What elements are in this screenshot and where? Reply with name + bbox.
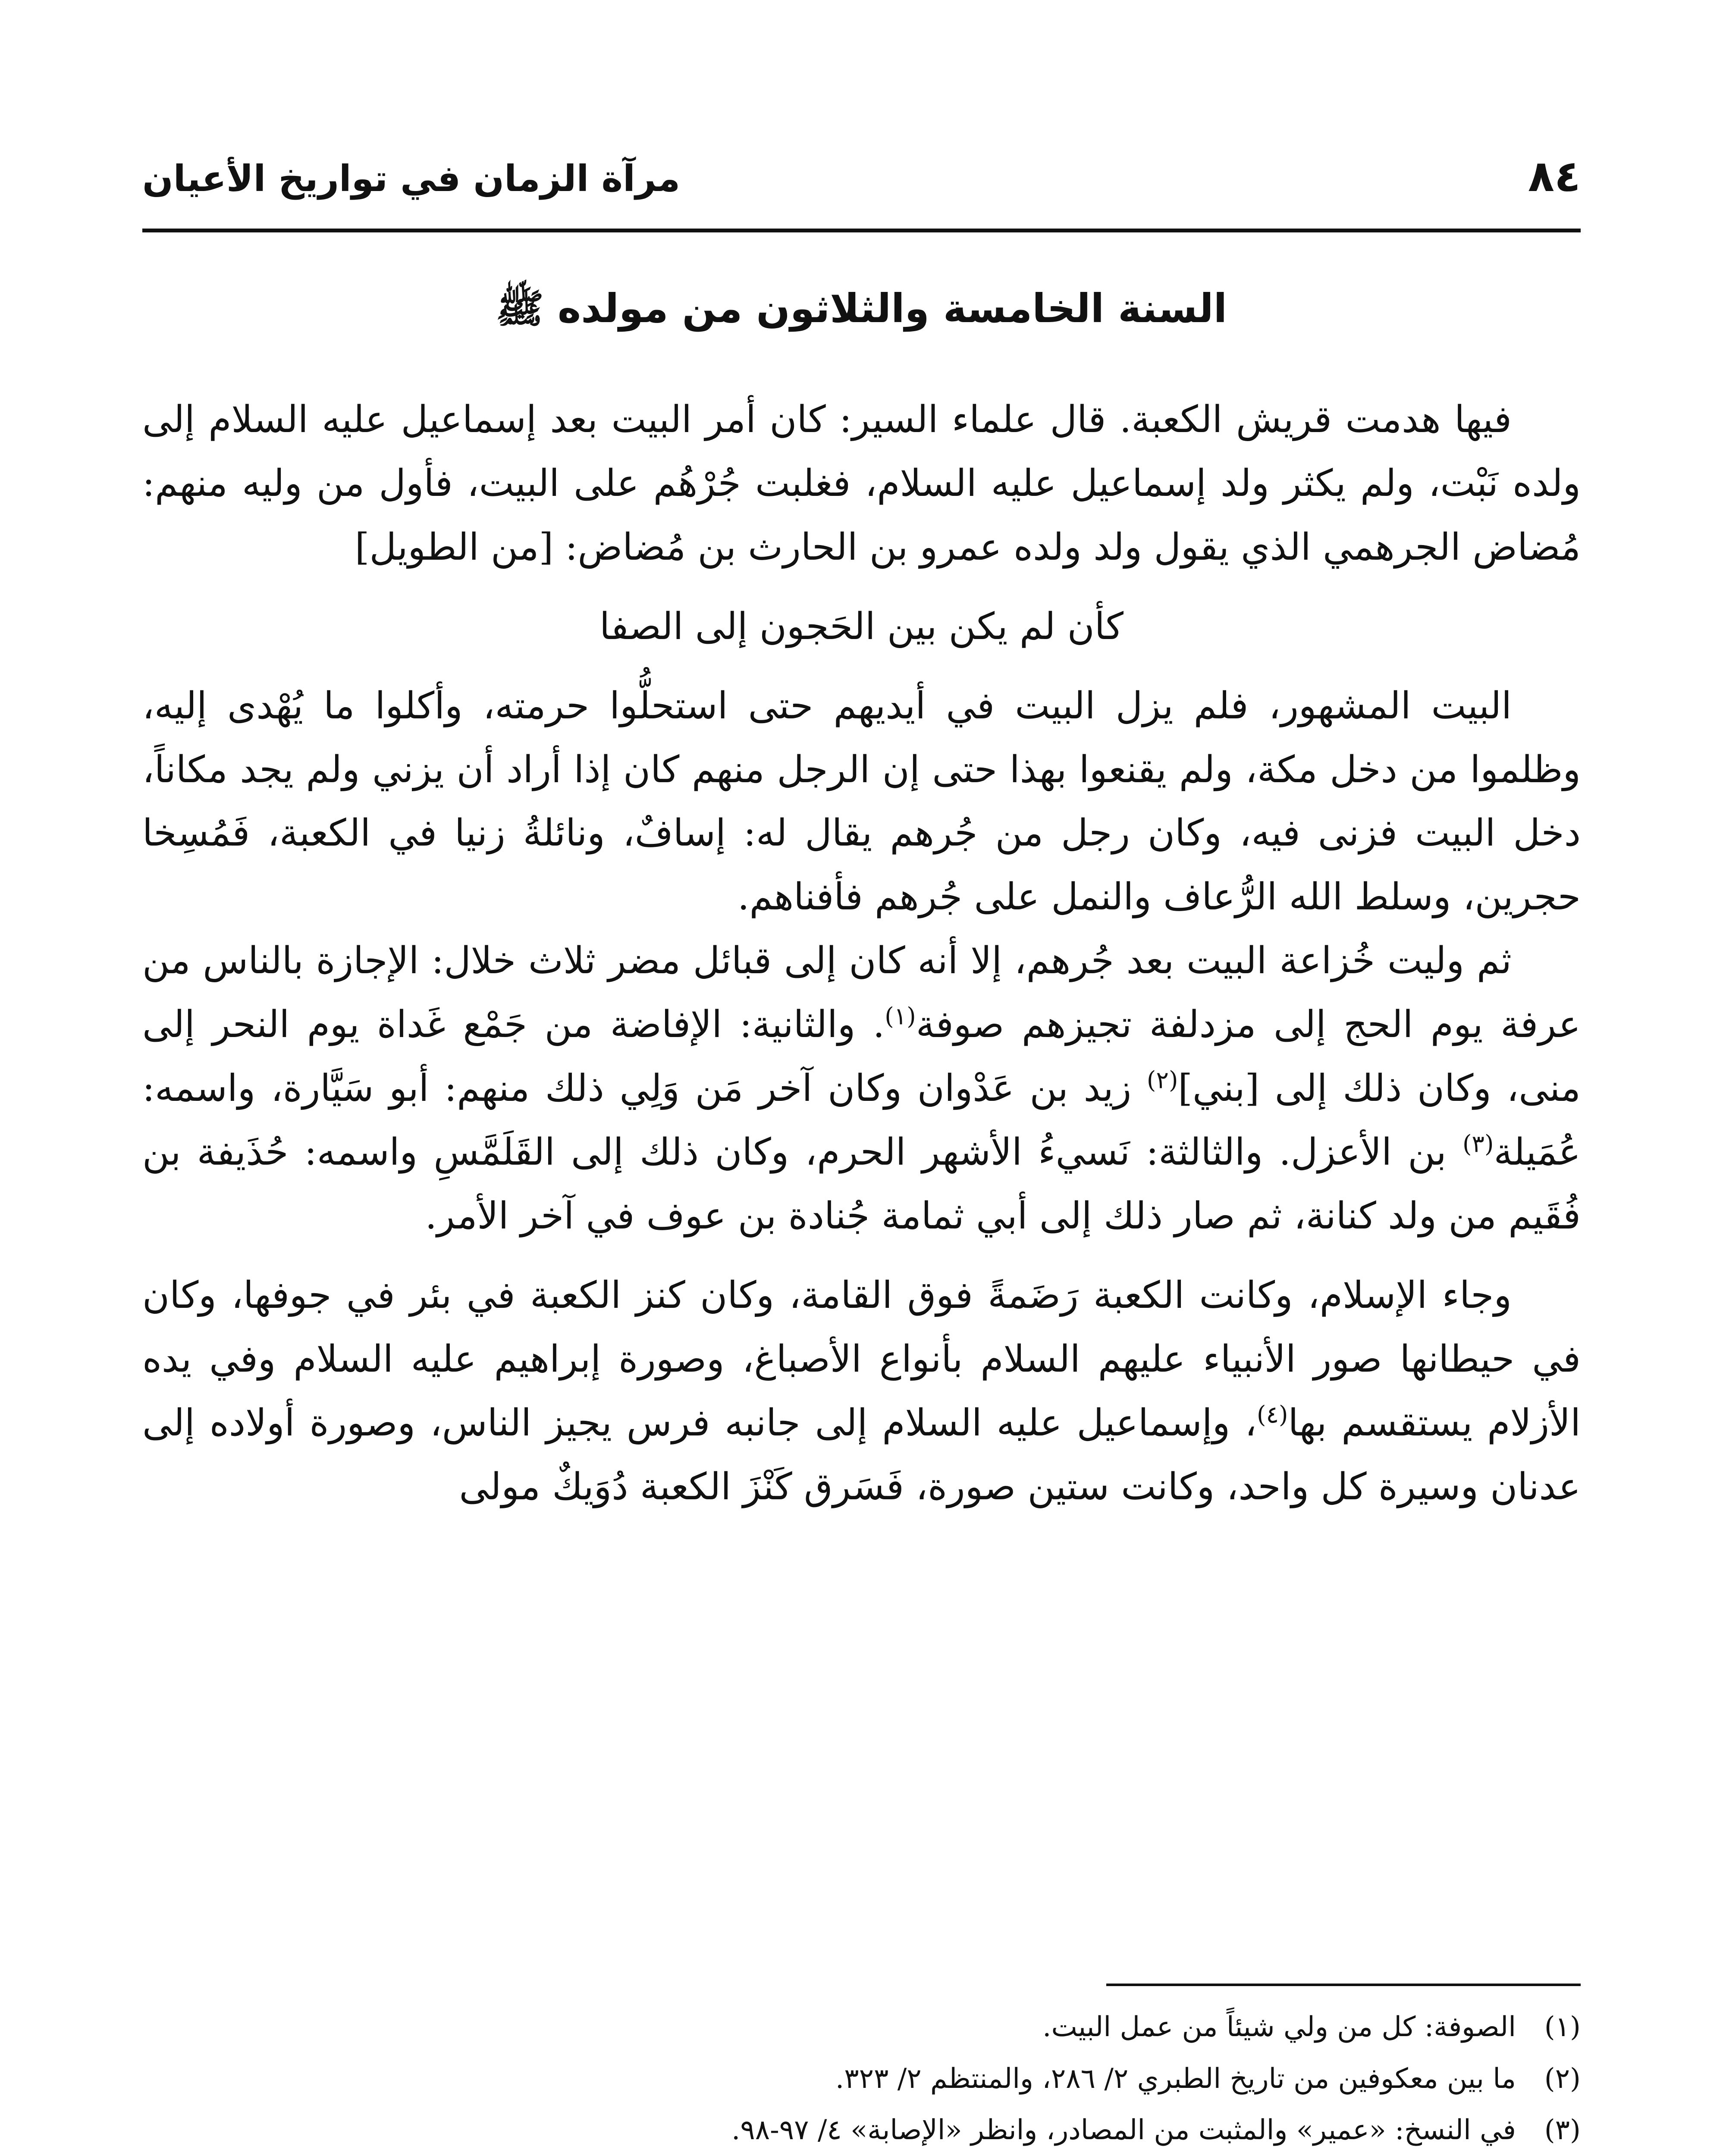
footnote-text: في النسخ: «عمير» والمثبت من المصادر، وانظر «الإصابة» ٤/ ٩٧-٩٨. — [731, 2114, 1516, 2147]
paragraph-4 — [142, 1264, 1581, 1519]
footnote-ref-1[interactable]: (١) — [885, 1002, 916, 1030]
footnote — [142, 2005, 1581, 2050]
paragraph-4-text-2: ، وإسماعيل عليه السلام إلى جانبه فرس يجيز الناس، وصورة أولاده إلى عدنان وسيرة كل واحد، وكانت ستين صورة، فَسَرق كَنْزَ الكعبة دُوَيكٌ مولى — [142, 1401, 1581, 1508]
paragraph-1: فيها هدمت قريش الكعبة. قال علماء السير: كان أمر البيت بعد إسماعيل عليه السلام إلى ولده نَبْت، ولم يكثر ولد إسماعيل عليه السلام، فغلبت جُرْهُم على البيت، فأول من وليه منهم: مُضاض الجرهمي الذي يقول ولد ولده عمرو بن الحارث بن مُضاض: [من الطويل] — [142, 398, 1581, 569]
paragraph-3-text-4: بن الأعزل. والثالثة: نَسيءُ الأشهر الحرم، وكان ذلك إلى القَلَمَّسِ واسمه: حُذَيفة بن فُقَيم من ولد كنانة، ثم صار ذلك إلى أبي ثمامة جُنادة بن عوف في آخر الأمر. — [142, 1130, 1581, 1238]
footnote — [142, 2057, 1581, 2102]
chapter-heading: السنة الخامسة والثلاثون من مولده ﷺ — [496, 285, 1227, 332]
main-text — [142, 388, 1581, 1534]
paragraph-3-text-3: زيد بن عَدْوان وكان آخر مَن وَلِي ذلك منهم: أبو سَيَّارة، واسمه: عُمَيلة — [142, 1067, 1581, 1174]
footnote-ref-4[interactable]: (٤) — [1256, 1400, 1288, 1428]
footnote — [142, 2108, 1581, 2153]
footnotes — [142, 2005, 1581, 2156]
poetry-verse: كأن لم يكن بين الحَجون إلى الصفا — [599, 605, 1124, 648]
footnote-ref-2[interactable]: (٢) — [1146, 1066, 1178, 1094]
footnote-text: ما بين معكوفين من تاريخ الطبري ٢/ ٢٨٦، والمنتظم ٢/ ٣٢٣. — [835, 2062, 1516, 2095]
paragraph-3-text-2: . والثانية: الإفاضة من جَمْع غَداة يوم النحر إلى منى، وكان ذلك إلى [بني] — [142, 1003, 1581, 1110]
page-number: ٨٤ — [1528, 151, 1581, 201]
paragraph-2: البيت المشهور، فلم يزل البيت في أيديهم حتى استحلُّوا حرمته، وأكلوا ما يُهْدى إليه، وظلموا من دخل مكة، ولم يقنعوا بهذا حتى إن الرجل منهم كان إذا أراد أن يزني ولم يجد مكاناً، دخل البيت فزنى فيه، وكان رجل من جُرهم يقال له: إسافٌ، ونائلةُ زنيا في الكعبة، فَمُسِخا حجرين، وسلط الله الرُّعاف والنمل على جُرهم فأفناهم. — [142, 684, 1581, 919]
footnote-number: (٢) — [1544, 2062, 1581, 2095]
paragraph-4-text-1: وجاء الإسلام، وكانت الكعبة رَضَمةً فوق القامة، وكان كنز الكعبة في بئر في جوفها، وكان في حيطانها صور الأنبياء عليهم السلام بأنواع الأصباغ، وصورة إبراهيم عليه السلام وفي يده الأزلام يستقسم بها — [142, 1273, 1581, 1445]
footnote-ref-3[interactable]: (٣) — [1462, 1130, 1494, 1158]
paragraph-3-text-1: ثم وليت خُزاعة البيت بعد جُرهم، إلا أنه كان إلى قبائل مضر ثلاث خلال: الإجازة بالناس من عرفة يوم الحج إلى مزدلفة تجيزهم صوفة — [142, 939, 1581, 1047]
footnote-number: (١) — [1544, 2011, 1581, 2043]
footnote-number: (٣) — [1544, 2114, 1581, 2147]
paragraph-3 — [142, 929, 1581, 1248]
page-header — [142, 142, 1581, 232]
footnote-text: الصوفة: كل من ولي شيئاً من عمل البيت. — [1042, 2011, 1516, 2043]
book-title: مرآة الزمان في تواريخ الأعيان — [142, 157, 681, 200]
footnote-divider — [1106, 1984, 1581, 1986]
